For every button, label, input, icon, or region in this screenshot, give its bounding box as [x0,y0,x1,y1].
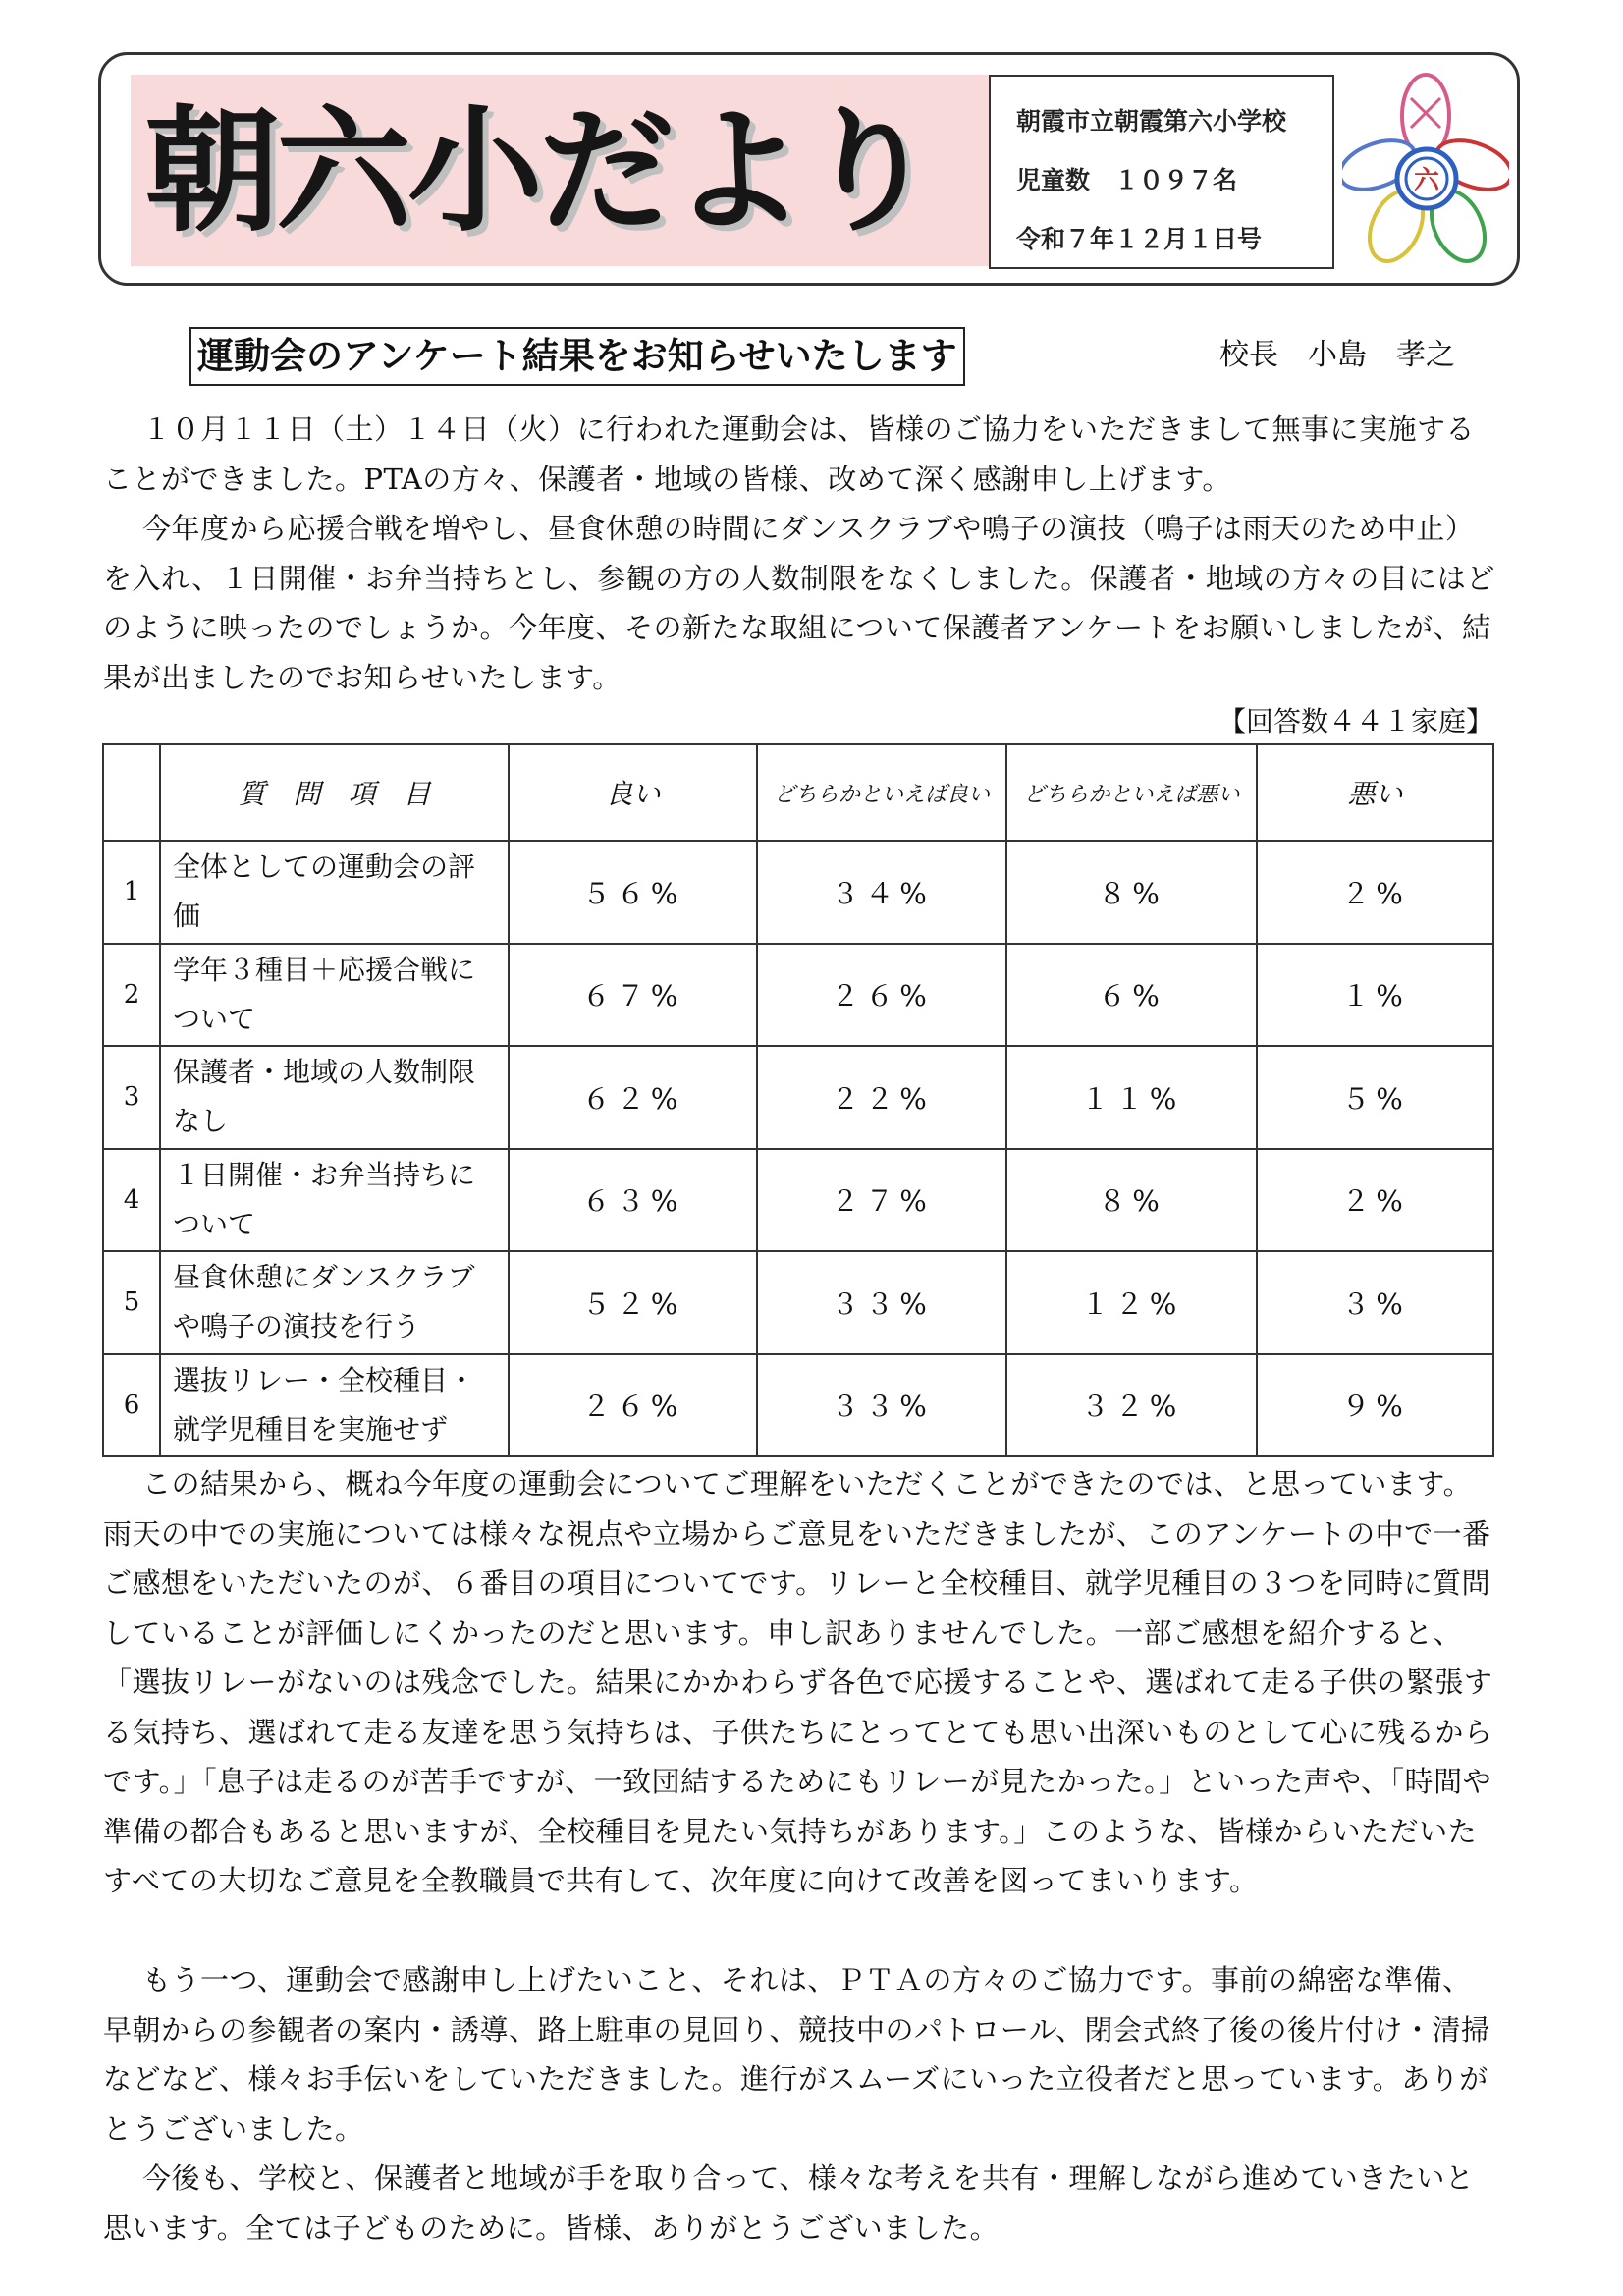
article-author: 校長 小島 孝之 [1219,338,1455,372]
row-question: 昼食休憩にダンスクラブや鳴子の演技を行う [160,1251,509,1354]
cell-bad: ５% [1257,1046,1493,1149]
cell-somewhat-good: ２７% [757,1149,1006,1252]
cell-good: ６７% [509,944,757,1047]
cell-somewhat-bad: ８% [1006,1149,1257,1252]
row-number: 5 [103,1251,160,1354]
row-number: 3 [103,1046,160,1149]
cell-somewhat-good: ３４% [757,841,1006,944]
cell-good: ６３% [509,1149,757,1252]
cell-somewhat-bad: １１% [1006,1046,1257,1149]
row-number: 4 [103,1149,160,1252]
emblem-label: 六 [1413,166,1440,195]
header-somewhat-good: どちらかといえば良い [757,744,1006,841]
cell-somewhat-good: ３３% [757,1354,1006,1457]
cell-good: ５２% [509,1251,757,1354]
cell-good: ６２% [509,1046,757,1149]
closing-paragraph-3: 今後も、学校と、保護者と地域が手を取り合って、様々な考えを共有・理解しながら進めていきたいと思います。全ては子どものために。皆様、ありがとうございました。 [103,2161,1475,2245]
header-good: 良い [509,744,757,841]
intro-paragraph-1: １０月１１日（土）１４日（火）に行われた運動会は、皆様のご協力をいただきまして無事に実施することができました。PTAの方々、保護者・地域の皆様、改めて深く感謝申し上げます。 [103,412,1476,496]
closing-paragraph-1: この結果から、概ね今年度の運動会についてご理解をいただくことができたのでは、と思っています。雨天の中での実施については様々な視点や立場からご意見をいただきましたが、このアンケートの中で一番ご感想をいただいたのが、６番目の項目についてです。リレーと全校種目、就学児種目の３つを同時に質問していることが評価しにくかったのだと思います。申し訳ありませんでした。一部ご感想を紹介すると、「選抜リレーがないのは残念でした。結果にかかわらず各色で応援することや、選ばれて走る子供の緊張する気持ち、選ばれて走る友達を思う気持ちは、子供たちにとってとても思い出深いものとして心に残るからです。」「息子は走るのが苦手ですが、一致団結するためにもリレーが見たかった。」といった声や、「時間や準備の都合もあると思いますが、全校種目を見たい気持ちがあります。」このような、皆様からいただいたすべての大切なご意見を全教職員で共有して、次年度に向けて改善を図ってまいります。 [103,1467,1493,1897]
cell-somewhat-bad: ６% [1006,944,1257,1047]
intro-paragraph-2: 今年度から応援合戦を増やし、昼食休憩の時間にダンスクラブや鳴子の演技（鳴子は雨天のため中止）を入れ、１日開催・お弁当持ちとし、参観の方の人数制限をなくしました。保護者・地域の方々の目にはどのように映ったのでしょうか。今年度、その新たな取組について保護者アンケートをお願いしましたが、結果が出ましたのでお知らせいたします。 [103,512,1495,694]
closing-paragraph-2: もう一つ、運動会で感謝申し上げたいこと、それは、ＰＴＡの方々のご協力です。事前の綿密な準備、早朝からの参観者の案内・誘導、路上駐車の見回り、競技中のパトロール、閉会式終了後の後片付け・清掃などなど、様々お手伝いをしていただきました。進行がスムーズにいった立役者だと思っています。ありがとうございました。 [103,1963,1490,2146]
row-question: 保護者・地域の人数制限なし [160,1046,509,1149]
row-question: 全体としての運動会の評価 [160,841,509,944]
row-number: 6 [103,1354,160,1457]
newsletter-title: 朝六小だより [144,92,935,250]
row-number: 1 [103,841,160,944]
table-row [103,1251,1493,1354]
cell-bad: ２% [1257,841,1493,944]
cell-somewhat-bad: ８% [1006,841,1257,944]
cell-somewhat-good: ３３% [757,1251,1006,1354]
cell-bad: ２% [1257,1149,1493,1252]
table-row [103,1149,1493,1252]
row-question: 学年３種目＋応援合戦について [160,944,509,1047]
cell-somewhat-good: ２２% [757,1046,1006,1149]
table-header-row [103,744,1493,841]
header-question: 質 問 項 目 [160,744,509,841]
school-name: 朝霞市立朝霞第六小学校 [1016,107,1287,136]
school-emblem-icon [1342,69,1509,273]
row-number: 2 [103,944,160,1047]
cell-somewhat-bad: ３２% [1006,1354,1257,1457]
survey-results-table [102,743,1494,1457]
table-row [103,841,1493,944]
table-row [103,1354,1493,1457]
cell-bad: ３% [1257,1251,1493,1354]
header-somewhat-bad: どちらかといえば悪い [1006,744,1257,841]
student-count: 児童数 １０９７名 [1016,166,1238,194]
cell-bad: ９% [1257,1354,1493,1457]
cell-good: ２６% [509,1354,757,1457]
response-count: 【回答数４４１家庭】 [1217,705,1493,738]
article-title: 運動会のアンケート結果をお知らせいたします [189,327,965,386]
cell-good: ５６% [509,841,757,944]
cell-somewhat-bad: １２% [1006,1251,1257,1354]
header-number [103,744,160,841]
cell-bad: １% [1257,944,1493,1047]
row-question: １日開催・お弁当持ちについて [160,1149,509,1252]
issue-date: 令和７年１２月１日号 [1016,225,1263,253]
row-question: 選抜リレー・全校種目・就学児種目を実施せず [160,1354,509,1457]
table-row [103,1046,1493,1149]
header-bad: 悪い [1257,744,1493,841]
title-banner [131,75,1058,266]
cell-somewhat-good: ２６% [757,944,1006,1047]
masthead [98,52,1520,286]
school-info-box [989,75,1334,269]
table-row [103,944,1493,1047]
